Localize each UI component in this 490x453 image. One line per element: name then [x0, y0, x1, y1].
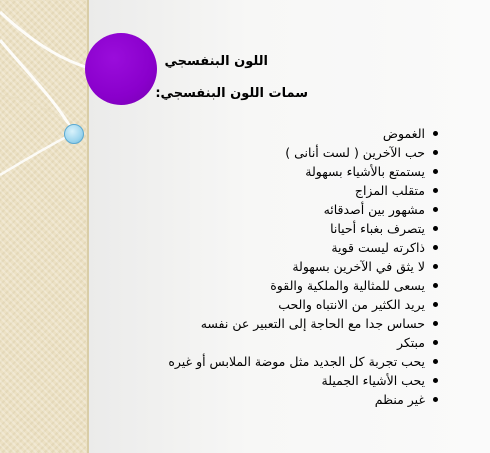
trait-text: ذاكرته ليست قوية	[331, 240, 425, 255]
trait-text: لا يثق في الآخرين بسهولة	[292, 259, 425, 274]
list-item	[168, 143, 438, 162]
bullet-icon	[433, 302, 438, 307]
trait-text: يستمتع بالأشياء بسهولة	[305, 164, 425, 179]
slide-title: اللون البنفسجي	[164, 54, 268, 69]
trait-text: يحب الأشياء الجميلة	[321, 373, 425, 388]
traits-list	[168, 124, 438, 409]
blue-accent-circle	[64, 124, 84, 144]
list-item	[168, 238, 438, 257]
list-item	[168, 333, 438, 352]
trait-text: يحب تجربة كل الجديد مثل موضة الملابس أو غيره	[168, 354, 425, 369]
bullet-icon	[433, 207, 438, 212]
list-item	[168, 314, 438, 333]
list-item	[168, 276, 438, 295]
bullet-icon	[433, 378, 438, 383]
bullet-icon	[433, 245, 438, 250]
trait-text: مشهور بين أصدقائه	[323, 202, 425, 217]
list-item	[168, 124, 438, 143]
bullet-icon	[433, 359, 438, 364]
bullet-icon	[433, 321, 438, 326]
trait-text: يسعى للمثالية والملكية والقوة	[270, 278, 425, 293]
list-item	[168, 371, 438, 390]
list-item	[168, 181, 438, 200]
list-item	[168, 295, 438, 314]
traits-heading: سمات اللون البنفسجي:	[155, 86, 308, 101]
list-item	[168, 390, 438, 409]
trait-text: غير منظم	[374, 392, 425, 407]
list-item	[168, 219, 438, 238]
bullet-icon	[433, 264, 438, 269]
bullet-icon	[433, 131, 438, 136]
trait-text: حب الآخرين ( لست أنانى )	[285, 145, 425, 160]
list-item	[168, 162, 438, 181]
trait-text: الغموض	[382, 126, 425, 141]
purple-color-circle	[85, 33, 157, 105]
trait-text: متقلب المزاج	[354, 183, 425, 198]
bullet-icon	[433, 150, 438, 155]
bullet-icon	[433, 226, 438, 231]
bullet-icon	[433, 283, 438, 288]
list-item	[168, 257, 438, 276]
trait-text: حساس جدا مع الحاجة إلى التعبير عن نفسه	[200, 316, 425, 331]
bullet-icon	[433, 397, 438, 402]
bullet-icon	[433, 188, 438, 193]
bullet-icon	[433, 340, 438, 345]
trait-text: يتصرف بغباء أحيانا	[330, 221, 425, 236]
trait-text: مبتكر	[396, 335, 425, 350]
bullet-icon	[433, 169, 438, 174]
list-item	[168, 200, 438, 219]
list-item	[168, 352, 438, 371]
trait-text: يريد الكثير من الانتباه والحب	[278, 297, 425, 312]
